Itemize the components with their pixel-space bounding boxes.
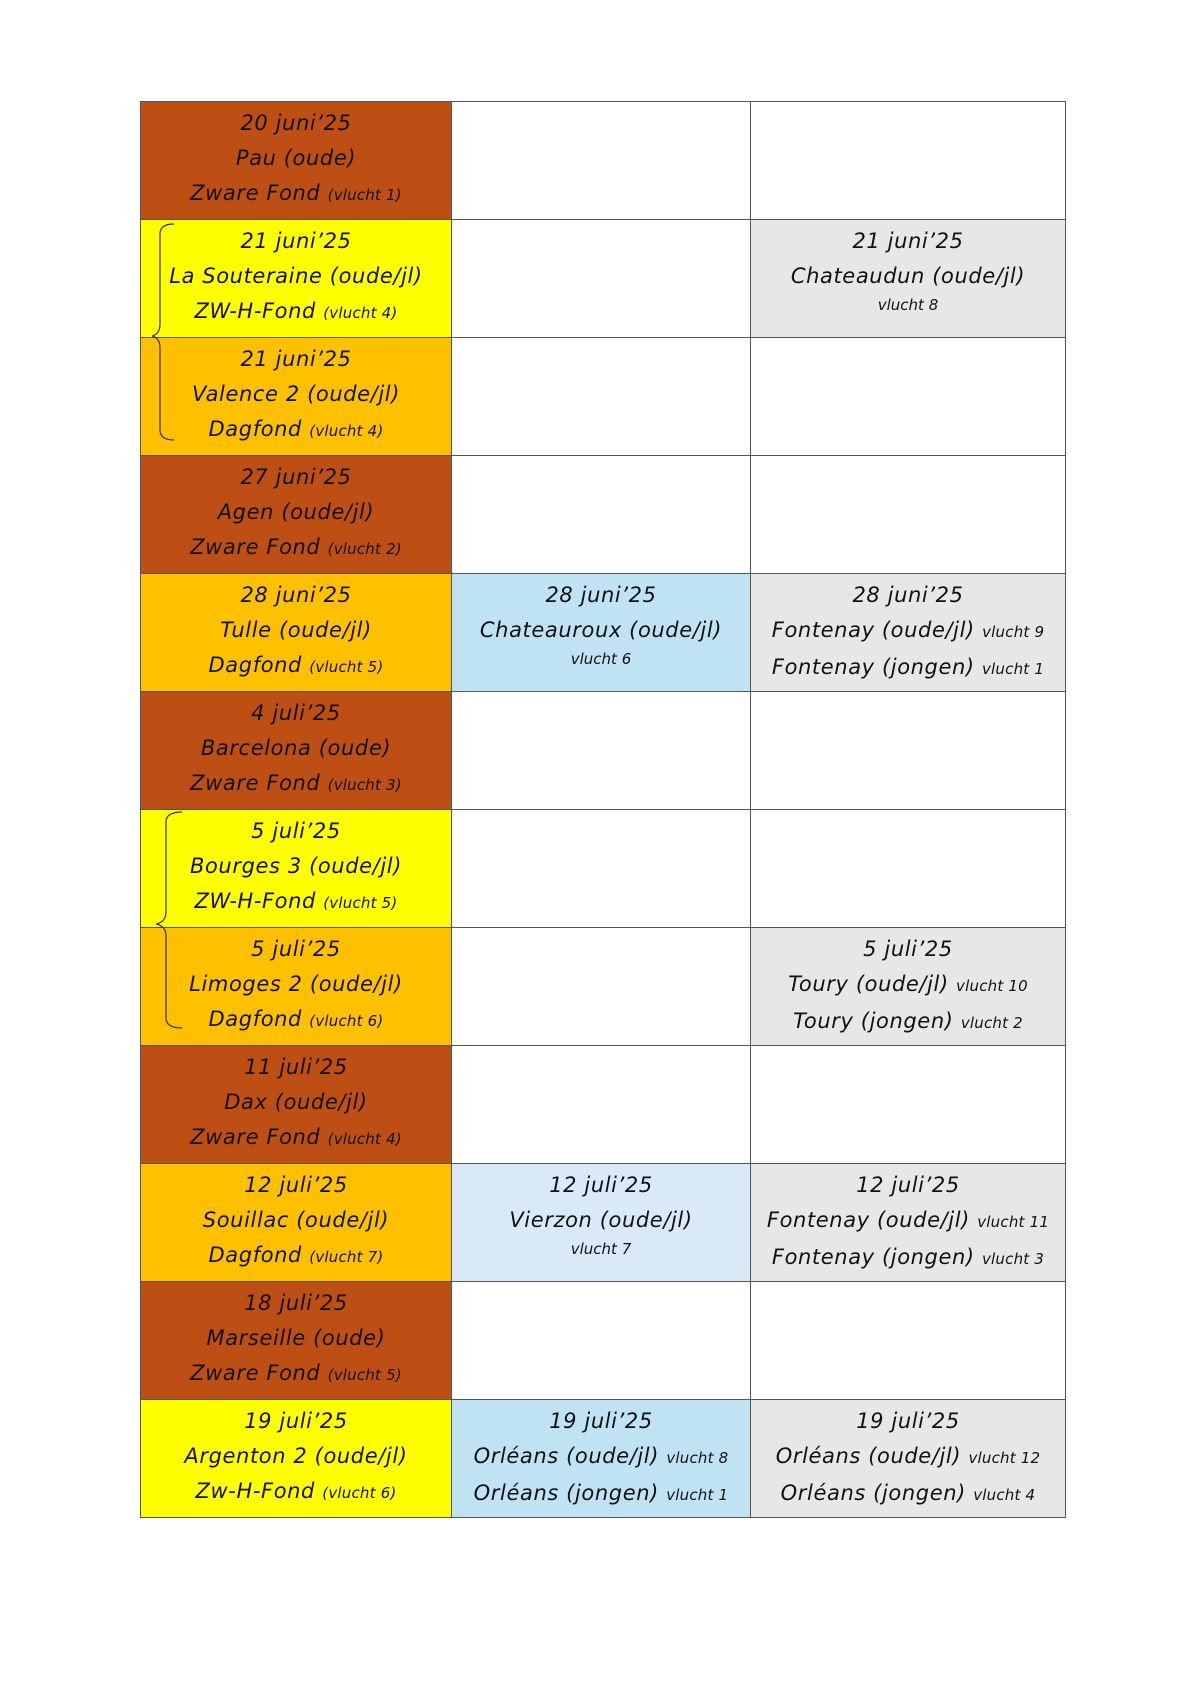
empty-cell <box>452 456 751 574</box>
race-category: Zware Fond <box>190 535 321 559</box>
race-flight-number: (vlucht 6) <box>322 1484 397 1502</box>
race-date: 19 juli’25 <box>856 1409 960 1433</box>
race-date: 12 juli’25 <box>856 1173 960 1197</box>
race-flight-number: (vlucht 4) <box>309 422 384 440</box>
race-place: Toury (oude/jl) <box>788 972 949 996</box>
race-place: Bourges 3 (oude/jl) <box>189 854 403 878</box>
race-flight-number: vlucht 1 <box>666 1486 729 1504</box>
race-category-line <box>141 1238 451 1275</box>
race-cell-main <box>141 456 452 574</box>
race-flight-number: (vlucht 2) <box>327 540 402 558</box>
race-flight-number: (vlucht 1) <box>327 186 402 204</box>
race-date: 27 juni’25 <box>240 465 352 489</box>
race-place: Orléans (oude/jl) <box>473 1444 660 1468</box>
race-cell-main <box>141 574 452 692</box>
race-place: Fontenay (oude/jl) <box>766 1208 970 1232</box>
empty-cell <box>452 692 751 810</box>
race-place: Marseille (oude) <box>206 1326 386 1350</box>
race-flight-number: vlucht 3 <box>981 1250 1045 1268</box>
race-place: La Souteraine (oude/jl) <box>169 264 423 288</box>
race-date: 5 juli’25 <box>863 937 953 961</box>
race-cell-mid <box>452 1164 751 1282</box>
empty-cell <box>452 928 751 1046</box>
race-flight-number: (vlucht 5) <box>309 658 384 676</box>
race-line <box>751 259 1065 294</box>
race-place: Fontenay (jongen) <box>771 655 975 679</box>
race-flight-number: (vlucht 4) <box>323 304 398 322</box>
race-place: Tulle (oude/jl) <box>220 618 372 642</box>
race-place: Valence 2 (oude/jl) <box>191 382 401 406</box>
schedule-row <box>141 810 1066 928</box>
race-flight-number: (vlucht 4) <box>327 1130 402 1148</box>
race-place: Argenton 2 (oude/jl) <box>184 1444 408 1468</box>
schedule-row <box>141 692 1066 810</box>
race-category: Dagfond <box>208 417 302 441</box>
race-place: Barcelona (oude) <box>200 736 392 760</box>
race-line <box>751 1203 1065 1240</box>
race-line <box>751 613 1065 650</box>
race-place: Orléans (oude/jl) <box>775 1444 962 1468</box>
race-flight-number: vlucht 1 <box>981 660 1045 678</box>
schedule-row <box>141 338 1066 456</box>
race-cell-main <box>141 928 452 1046</box>
schedule-row <box>141 1282 1066 1400</box>
race-date: 21 juni’25 <box>240 229 352 253</box>
empty-cell <box>452 220 751 338</box>
race-category: Zware Fond <box>190 1125 321 1149</box>
race-cell-main <box>141 1046 452 1164</box>
race-cell-main <box>141 692 452 810</box>
race-place: Agen (oude/jl) <box>217 500 375 524</box>
race-date: 21 juni’25 <box>240 347 352 371</box>
schedule-row <box>141 1164 1066 1282</box>
race-line <box>751 650 1065 687</box>
race-date: 12 juli’25 <box>244 1173 348 1197</box>
race-flight-number: vlucht 8 <box>877 296 939 314</box>
empty-cell <box>751 456 1066 574</box>
race-date: 18 juli’25 <box>244 1291 348 1315</box>
race-flight-number: (vlucht 5) <box>323 894 398 912</box>
race-place: Pau (oude) <box>235 146 357 170</box>
empty-cell <box>452 810 751 928</box>
race-line <box>452 1476 750 1513</box>
schedule-row <box>141 1046 1066 1164</box>
schedule-row <box>141 102 1066 220</box>
race-place: Vierzon (oude/jl) <box>509 1208 693 1232</box>
race-flight-number: (vlucht 6) <box>309 1012 384 1030</box>
race-category-line <box>141 1474 451 1511</box>
race-date: 12 juli’25 <box>549 1173 653 1197</box>
schedule-body <box>141 102 1066 1518</box>
race-date: 20 juni’25 <box>240 111 352 135</box>
race-flight-number: vlucht 4 <box>973 1486 1036 1504</box>
empty-cell <box>751 1046 1066 1164</box>
race-date: 28 juni’25 <box>545 583 657 607</box>
race-flight-number: (vlucht 7) <box>309 1248 384 1266</box>
race-cell-right <box>751 1164 1066 1282</box>
race-date: 21 juni’25 <box>852 229 964 253</box>
race-line <box>452 1439 750 1476</box>
empty-cell <box>751 338 1066 456</box>
race-place: Souillac (oude/jl) <box>202 1208 390 1232</box>
race-line <box>751 967 1065 1004</box>
empty-cell <box>452 1282 751 1400</box>
race-flight-number: (vlucht 5) <box>327 1366 402 1384</box>
race-cell-right <box>751 1400 1066 1518</box>
race-category-line <box>141 1002 451 1039</box>
race-place: Chateauroux (oude/jl) <box>479 618 723 642</box>
race-line <box>751 1439 1065 1476</box>
race-category: Dagfond <box>208 1007 302 1031</box>
race-place: Chateaudun (oude/jl) <box>790 264 1026 288</box>
race-cell-main <box>141 220 452 338</box>
race-date: 5 juli’25 <box>251 819 341 843</box>
race-category: Zware Fond <box>190 1361 321 1385</box>
race-cell-main <box>141 1282 452 1400</box>
empty-cell <box>751 692 1066 810</box>
race-flight-number: vlucht 12 <box>968 1449 1041 1467</box>
race-cell-main <box>141 338 452 456</box>
race-line <box>452 613 750 648</box>
schedule-row <box>141 1400 1066 1518</box>
race-date: 19 juli’25 <box>244 1409 348 1433</box>
empty-cell <box>751 102 1066 220</box>
race-date: 4 juli’25 <box>251 701 341 725</box>
race-cell-mid <box>452 1400 751 1518</box>
race-category: Dagfond <box>208 1243 302 1267</box>
empty-cell <box>452 102 751 220</box>
race-cell-right <box>751 574 1066 692</box>
race-flight-number: vlucht 7 <box>570 1240 632 1258</box>
race-place: Fontenay (oude/jl) <box>771 618 975 642</box>
race-category-line <box>141 648 451 685</box>
race-category: Dagfond <box>208 653 302 677</box>
race-cell-right <box>751 928 1066 1046</box>
race-category-line <box>141 1356 451 1393</box>
race-flight-number: vlucht 9 <box>982 623 1045 641</box>
race-date: 28 juni’25 <box>240 583 352 607</box>
race-category: Zw-H-Fond <box>195 1479 315 1503</box>
race-cell-main <box>141 1164 452 1282</box>
race-cell-right <box>751 220 1066 338</box>
race-category: Zware Fond <box>190 181 321 205</box>
empty-cell <box>452 1046 751 1164</box>
schedule-row <box>141 928 1066 1046</box>
race-category-line <box>141 766 451 803</box>
race-flight-number: vlucht 6 <box>570 650 632 668</box>
race-place: Dax (oude/jl) <box>224 1090 368 1114</box>
race-category: ZW-H-Fond <box>194 299 316 323</box>
race-category: ZW-H-Fond <box>194 889 316 913</box>
empty-cell <box>751 810 1066 928</box>
race-flight-number: vlucht 8 <box>666 1449 729 1467</box>
empty-cell <box>751 1282 1066 1400</box>
race-flight-number: vlucht 2 <box>960 1014 1023 1032</box>
race-line <box>751 1004 1065 1041</box>
race-category-line <box>141 1120 451 1157</box>
race-cell-mid <box>452 574 751 692</box>
schedule-row <box>141 456 1066 574</box>
race-place: Toury (jongen) <box>793 1009 954 1033</box>
race-cell-main <box>141 810 452 928</box>
empty-cell <box>452 338 751 456</box>
race-place: Fontenay (jongen) <box>771 1245 975 1269</box>
race-date: 28 juni’25 <box>852 583 964 607</box>
schedule-row <box>141 220 1066 338</box>
race-flight-number: vlucht 11 <box>977 1213 1050 1231</box>
race-date: 19 juli’25 <box>549 1409 653 1433</box>
race-date: 11 juli’25 <box>244 1055 348 1079</box>
race-category-line <box>141 412 451 449</box>
race-cell-main <box>141 102 452 220</box>
race-date: 5 juli’25 <box>251 937 341 961</box>
race-line <box>751 1240 1065 1277</box>
race-line <box>452 1203 750 1238</box>
race-place: Orléans (jongen) <box>780 1481 966 1505</box>
race-category-line <box>141 884 451 921</box>
race-cell-main <box>141 1400 452 1518</box>
race-flight-number: vlucht 10 <box>956 977 1028 995</box>
race-line <box>751 1476 1065 1513</box>
race-flight-number: (vlucht 3) <box>327 776 402 794</box>
race-place: Limoges 2 (oude/jl) <box>189 972 403 996</box>
race-category: Zware Fond <box>190 771 321 795</box>
race-category-line <box>141 530 451 567</box>
schedule-row <box>141 574 1066 692</box>
race-place: Orléans (jongen) <box>473 1481 659 1505</box>
race-category-line <box>141 176 451 213</box>
race-category-line <box>141 294 451 331</box>
schedule-table <box>140 101 1066 1518</box>
